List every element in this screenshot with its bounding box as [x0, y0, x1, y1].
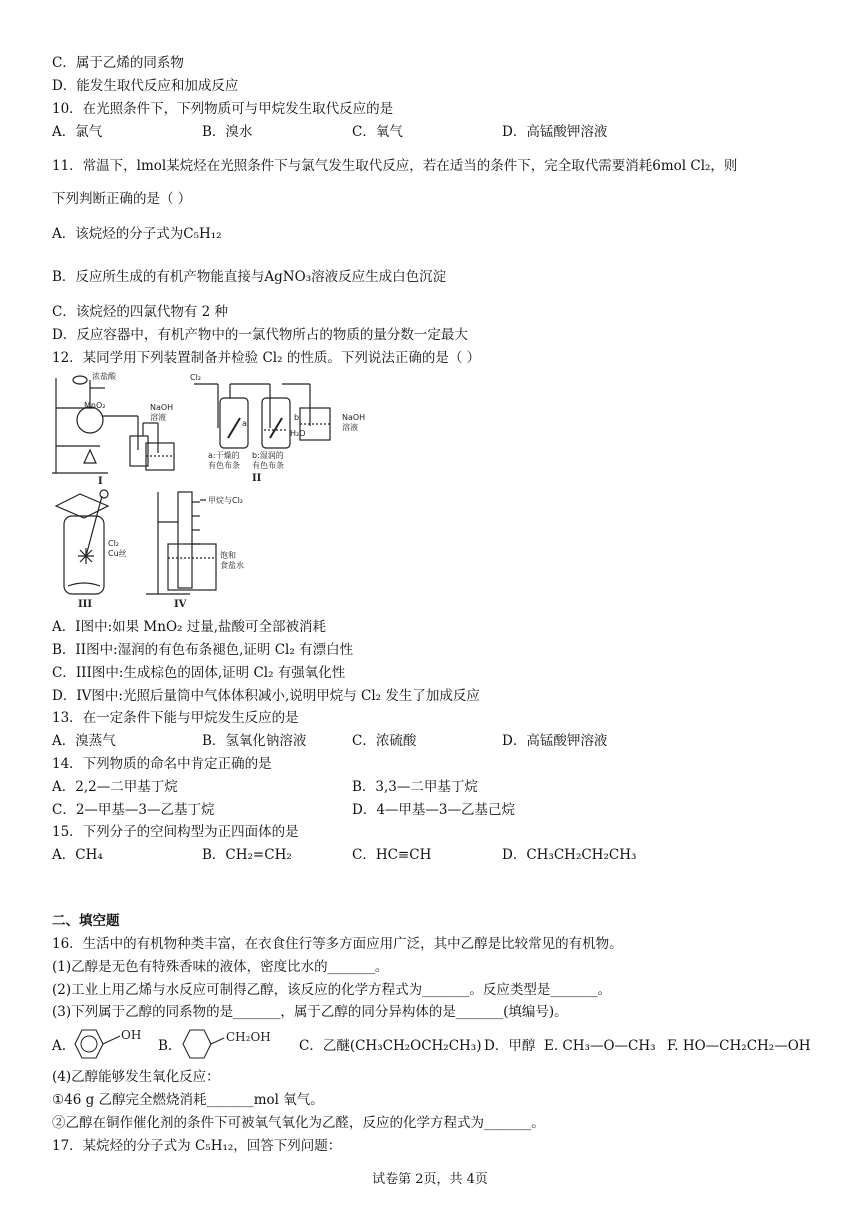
q16-part4-2: ②乙醇在铜作催化剂的条件下可被氧气氧化为乙醛，反应的化学方程式为_______。 — [52, 1115, 545, 1131]
q16-option-f: F. HO—CH₂CH₂—OH — [667, 1038, 811, 1054]
fig2-roman-label: II — [252, 473, 262, 484]
q12-option-b: B．II图中:湿润的有色布条褪色,证明 Cl₂ 有漂白性 — [52, 642, 354, 658]
fig1-naoh-label2: 溶液 — [150, 413, 166, 422]
q16-part4: (4)乙醇能够发生氧化反应： — [52, 1069, 220, 1085]
fig3-cu-label: Cu丝 — [108, 549, 127, 558]
q16-part3: (3)下列属于乙醇的同系物的是_______，属于乙醇的同分异构体的是_______(填编号)。 — [52, 1004, 568, 1020]
apparatus-figure-1-2 — [50, 368, 380, 486]
q16-part1: (1)乙醇是无色有特殊香味的液体，密度比水的_______。 — [52, 959, 389, 975]
q11-stem-line1: 11．常温下，lmol某烷烃在光照条件下与氯气发生取代反应，若在适当的条件下，完全取代需要消耗6mol Cl₂，则 — [52, 158, 738, 174]
q14-option-c: C．2—甲基—3—乙基丁烷 — [52, 802, 215, 818]
apparatus-ii-drawing — [194, 384, 330, 448]
q15-option-d: D．CH₃CH₂CH₂CH₃ — [502, 847, 637, 863]
q14-option-a: A．2,2—二甲基丁烷 — [52, 779, 178, 795]
apparatus-figure-3-4 — [50, 486, 290, 610]
section-2-title: 二、填空题 — [52, 913, 120, 929]
benzyl-alcohol-structure — [176, 1024, 294, 1064]
q11-option-c: C．该烷烃的四氯代物有 2 种 — [52, 304, 229, 320]
apparatus-i-drawing — [52, 376, 174, 473]
q13-option-c: C．浓硫酸 — [352, 733, 417, 749]
fig2-b-desc2: 有色布条 — [252, 461, 284, 470]
q17-stem: 17．某烷烃的分子式为 C₅H₁₂，回答下列问题： — [52, 1138, 342, 1154]
q10-option-a: A．氯气 — [52, 124, 103, 140]
fig2-b-label: b — [294, 413, 300, 422]
q16-option-d: D．甲醇 — [484, 1038, 536, 1054]
q16-option-c: C．乙醚(CH₃CH₂OCH₂CH₃) — [299, 1038, 482, 1054]
fig4-water-label2: 食盐水 — [220, 561, 244, 570]
fig1-roman-label: I — [98, 476, 103, 486]
q15-option-a: A．CH₄ — [52, 847, 103, 863]
fig2-a-label: a — [242, 419, 247, 428]
page-footer: 试卷第 2页，共 4页 — [372, 1172, 488, 1187]
phenol-oh-label: OH — [121, 1028, 142, 1042]
q9-option-d: D．能发生取代反应和加成反应 — [52, 78, 239, 94]
q16-option-a-label: A. — [52, 1038, 67, 1054]
q11-stem-line2: 下列判断正确的是（ ） — [52, 191, 192, 207]
fig3-roman-label: III — [78, 599, 93, 610]
q13-stem: 13．在一定条件下能与甲烷发生反应的是 — [52, 710, 299, 726]
fig4-roman-label: IV — [174, 599, 187, 610]
phenol-structure — [68, 1024, 152, 1064]
fig1-mno2-label: MnO₂ — [84, 401, 106, 410]
benzyl-ch2oh-label: CH₂OH — [226, 1030, 271, 1044]
q12-stem: 12．某同学用下列装置制备并检验 Cl₂ 的性质。下列说法正确的是（ ） — [52, 350, 481, 366]
q9-option-c: C．属于乙烯的同系物 — [52, 55, 184, 71]
q14-stem: 14．下列物质的命名中肯定正确的是 — [52, 756, 272, 772]
q14-option-b: B．3,3—二甲基丁烷 — [352, 779, 478, 795]
q10-option-b: B．溴水 — [202, 124, 253, 140]
q15-option-c: C．HC≡CH — [352, 847, 432, 863]
apparatus-iv-drawing — [146, 492, 216, 594]
q16-part4-1: ①46 g 乙醇完全燃烧消耗_______mol 氧气。 — [52, 1092, 324, 1108]
fig4-gas-label: 甲烷与Cl₂ — [208, 496, 244, 505]
fig4-water-label1: 饱和 — [220, 551, 236, 560]
q14-option-d: D．4—甲基—3—乙基己烷 — [352, 802, 516, 818]
q10-option-d: D．高锰酸钾溶液 — [502, 124, 608, 140]
fig1-acid-label: 浓盐酸 — [92, 372, 116, 381]
q13-option-d: D．高锰酸钾溶液 — [502, 733, 608, 749]
q10-option-c: C．氧气 — [352, 124, 403, 140]
fig3-cl2-label: Cl₂ — [108, 539, 120, 548]
q12-option-d: D．IV图中:光照后量筒中气体体积减小,说明甲烷与 Cl₂ 发生了加成反应 — [52, 688, 480, 704]
q16-option-b-label: B. — [158, 1038, 173, 1054]
q11-option-a: A．该烷烃的分子式为C₅H₁₂ — [52, 226, 222, 242]
q16-part2: (2)工业上用乙烯与水反应可制得乙醇，该反应的化学方程式为_______。反应类型是_______。 — [52, 982, 612, 998]
q12-option-c: C．III图中:生成棕色的固体,证明 Cl₂ 有强氧化性 — [52, 665, 346, 681]
fig2-cl2-label: Cl₂ — [190, 373, 202, 382]
q11-option-d: D．反应容器中，有机产物中的一氯代物所占的物质的量分数一定最大 — [52, 327, 468, 343]
q12-option-a: A．I图中:如果 MnO₂ 过量,盐酸可全部被消耗 — [52, 619, 327, 635]
q11-option-b: B．反应所生成的有机产物能直接与AgNO₃溶液反应生成白色沉淀 — [52, 269, 447, 285]
fig2-h2o-label: H₂O — [290, 429, 306, 438]
fig2-naoh-label: NaOH — [342, 413, 366, 422]
fig2-a-desc1: a:干燥的 — [208, 451, 240, 460]
fig2-b-desc1: b:湿润的 — [252, 451, 284, 460]
q10-stem: 10．在光照条件下，下列物质可与甲烷发生取代反应的是 — [52, 101, 394, 117]
fig2-a-desc2: 有色布条 — [208, 461, 240, 470]
q16-stem: 16．生活中的有机物种类丰富，在衣食住行等多方面应用广泛，其中乙醇是比较常见的有机物。 — [52, 936, 623, 952]
q15-stem: 15．下列分子的空间构型为正四面体的是 — [52, 824, 299, 840]
apparatus-iii-drawing — [56, 490, 108, 594]
fig1-naoh-label: NaOH — [150, 403, 174, 412]
fig2-naoh-label2: 溶液 — [342, 423, 358, 432]
q13-option-a: A．溴蒸气 — [52, 733, 116, 749]
q15-option-b: B．CH₂=CH₂ — [202, 847, 292, 863]
q16-option-e: E. CH₃—O—CH₃ — [544, 1038, 656, 1054]
q13-option-b: B．氢氧化钠溶液 — [202, 733, 307, 749]
